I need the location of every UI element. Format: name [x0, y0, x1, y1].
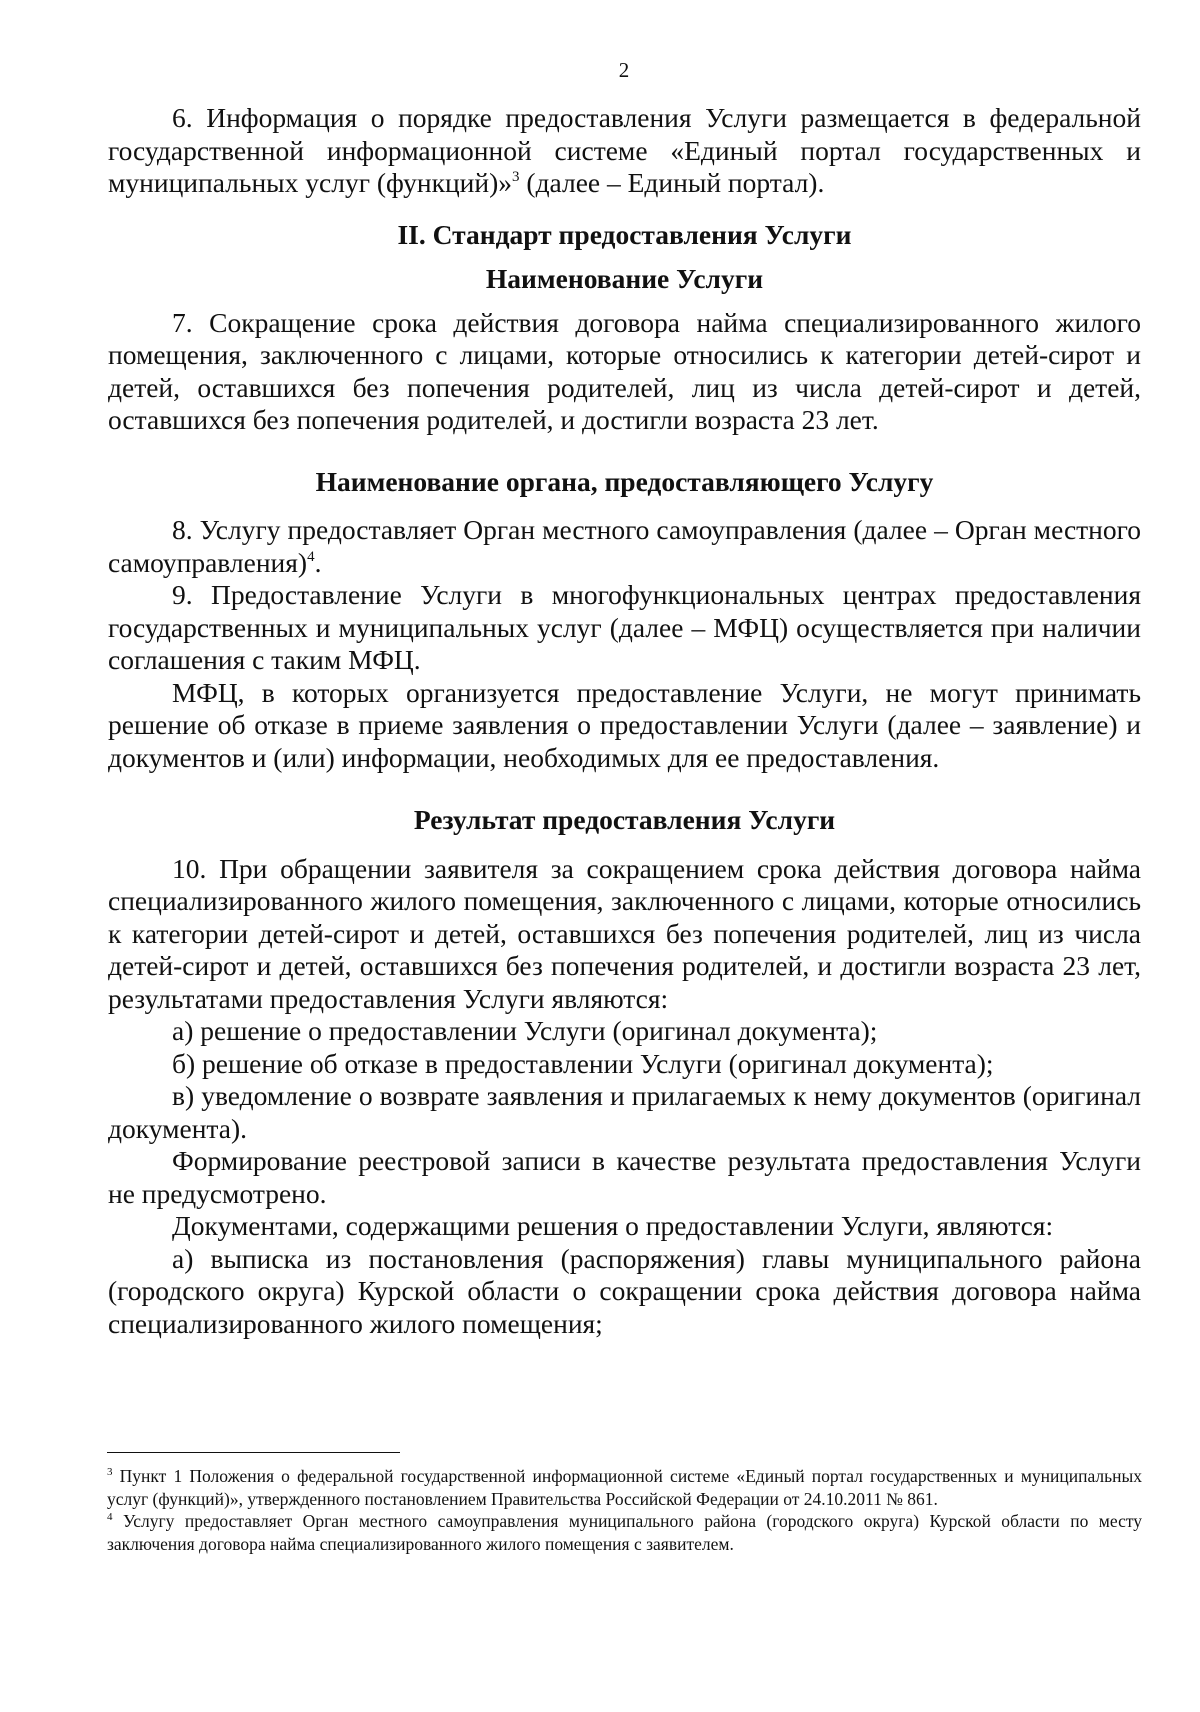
footnote-3-text: Пункт 1 Положения о федеральной государственной информационной системе «Единый портал государственных и муниципальных услуг (функций)», утвержденного постановлением Правительства Российской Федерации от 24.10.2011 № 861. — [107, 1466, 1142, 1509]
page-number: 2 — [618, 58, 630, 82]
paragraph-10-d: Формирование реестровой записи в качестве результата предоставления Услуги не предусмотрено. — [108, 1145, 1141, 1209]
paragraph-8-text: 8. Услугу предоставляет Орган местного самоуправления (далее – Орган местного самоуправления) — [108, 514, 1141, 578]
paragraph-6-number: 6. — [172, 102, 193, 133]
paragraph-10-c: в) уведомление о возврате заявления и прилагаемых к нему документов (оригинал документа). — [108, 1080, 1141, 1144]
paragraph-6-text: Информация о порядке предоставления Услуги размещается в федеральной государственной информационной системе «Единый портал государственных и муниципальных услуг (функций)» — [108, 102, 1141, 198]
footnotes — [107, 1465, 1142, 1555]
paragraph-9: 9. Предоставление Услуги в многофункциональных центрах предоставления государственных и муниципальных услуг (далее – МФЦ) осуществляется при наличии соглашения с таким МФЦ. — [108, 579, 1141, 675]
paragraph-6-tail: (далее – Единый портал). — [519, 167, 825, 198]
section-title: II. Стандарт предоставления Услуги — [397, 218, 852, 250]
footnote-mark-4: 4 — [107, 1511, 113, 1523]
footnote-4-text: Услугу предоставляет Орган местного самоуправления муниципального района (городского округа) Курской области по месту заключения договора найма специализированного жилого помещения с заявителем. — [107, 1511, 1142, 1554]
paragraph-9-mfc: МФЦ, в которых организуется предоставление Услуги, не могут принимать решение об отказе в приеме заявления о предоставлении Услуги (далее – заявление) и документов и (или) информации, необходимых для ее предоставления. — [108, 676, 1141, 773]
footnote-ref-4: 4 — [307, 548, 315, 565]
paragraph-8 — [108, 514, 1141, 579]
heading-organ: Наименование органа, предоставляющего Услугу — [315, 465, 934, 497]
paragraph-8-tail: . — [314, 546, 322, 578]
paragraph-10: 10. При обращении заявителя за сокращением срока действия договора найма специализированного жилого помещения, заключенного с лицами, которые относились к категории детей-сирот и детей, оставшихся без попечения родителей, лиц из числа детей-сирот и детей, оставшихся без попечения родителей, и достигли возраста 23 лет, результатами предоставления Услуги являются: — [108, 852, 1141, 1014]
footnote-ref-3: 3 — [512, 169, 520, 185]
document-body — [108, 102, 1141, 1340]
paragraph-10-b: б) решение об отказе в предоставлении Услуги (оригинал документа); — [172, 1047, 994, 1079]
heading-result: Результат предоставления Услуги — [413, 804, 836, 835]
footnote-mark-3: 3 — [107, 1466, 113, 1478]
footnote-separator — [107, 1452, 400, 1453]
paragraph-10-a: а) решение о предоставлении Услуги (оригинал документа); — [172, 1015, 878, 1046]
paragraph-7: 7. Сокращение срока действия договора найма специализированного жилого помещения, заключенного с лицами, которые относились к категории детей-сирот и детей, оставшихся без попечения родителей, лиц из числа детей-сирот и детей, оставшихся без попечения родителей, и достигли возраста 23 лет. — [108, 306, 1141, 435]
paragraph-10-e: Документами, содержащими решения о предоставлении Услуги, являются: — [172, 1210, 1054, 1241]
paragraph-6 — [108, 102, 1141, 200]
footnote-3 — [107, 1465, 1142, 1510]
paragraph-10-f: а) выписка из постановления (распоряжения) главы муниципального района (городского округа) Курской области о сокращении срока действия договора найма специализированного жилого помещения; — [108, 1242, 1141, 1339]
heading-service-name: Наименование Услуги — [485, 263, 764, 294]
footnote-4 — [107, 1510, 1142, 1555]
